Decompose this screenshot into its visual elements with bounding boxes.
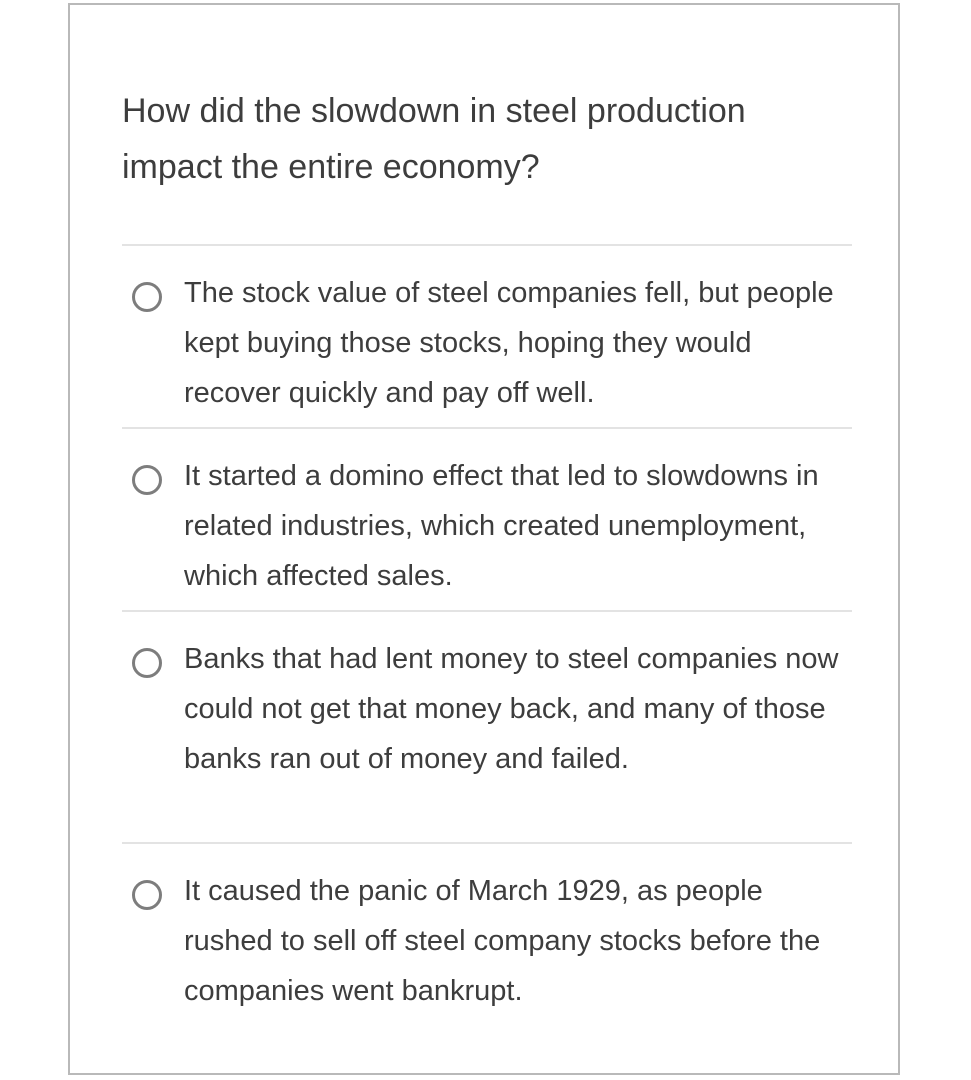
- divider: [122, 244, 852, 246]
- radio-button-icon[interactable]: [132, 880, 162, 910]
- question-card: [68, 3, 900, 1075]
- divider: [122, 427, 852, 429]
- question-text: How did the slowdown in steel production impact the entire economy?: [122, 92, 746, 186]
- answer-option-4[interactable]: [122, 866, 852, 1018]
- radio-button-icon[interactable]: [132, 648, 162, 678]
- answer-option-label: It started a domino effect that led to slowdowns in related industries, which created unemployment, which affected sales.: [184, 460, 819, 592]
- answer-option-3[interactable]: [122, 634, 852, 836]
- radio-button-icon[interactable]: [132, 282, 162, 312]
- answer-option-2[interactable]: [122, 451, 852, 603]
- radio-button-icon[interactable]: [132, 465, 162, 495]
- answer-option-label: It caused the panic of March 1929, as people rushed to sell off steel company stocks before the companies went bankrupt.: [184, 875, 821, 1007]
- answer-option-label: Banks that had lent money to steel companies now could not get that money back, and many of those banks ran out of money and failed.: [184, 643, 839, 775]
- divider: [122, 610, 852, 612]
- answer-option-1[interactable]: [122, 268, 852, 420]
- divider: [122, 842, 852, 844]
- answer-option-label: The stock value of steel companies fell, but people kept buying those stocks, hoping they would recover quickly and pay off well.: [184, 277, 834, 409]
